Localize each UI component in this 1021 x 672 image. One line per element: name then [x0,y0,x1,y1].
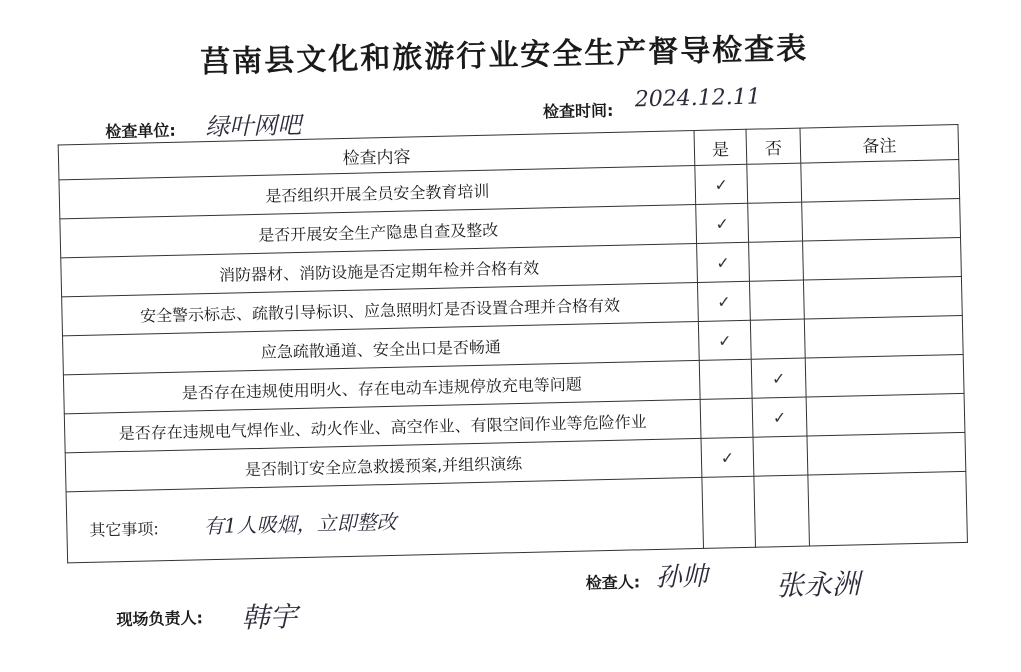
row-no-check [747,163,802,203]
unit-label: 检查单位: [105,120,177,142]
form-title: 莒南县文化和旅游行业安全生产督导检查表 [199,31,809,81]
row-no-check [749,241,804,281]
other-matters-value: 有1人吸烟，立即整改 [203,509,397,538]
row-item: 是否组织开展全员安全教育培训 [59,165,696,218]
row-yes-check: ✓ [697,242,750,282]
checklist-table [58,124,968,563]
date-label: 检查时间: [542,100,614,122]
inspector-signature-1: 孙帅 [655,561,709,593]
row-remark [804,315,963,358]
header-remark: 备注 [800,125,959,164]
unit-value: 绿叶网吧 [204,110,302,142]
row-remark [801,160,960,203]
header-content: 检查内容 [58,131,695,180]
inspector-signature-2: 张永洲 [775,567,861,603]
row-remark [805,354,964,397]
row-no-check [753,436,808,476]
row-yes-check: ✓ [701,437,754,477]
row-remark [803,237,962,280]
row-remark [806,393,965,436]
row-yes-check: ✓ [695,164,748,204]
row-no-check [750,319,805,359]
other-matters-label: 其它事项: [89,518,160,540]
row-item: 应急疏散通道、安全出口是否畅通 [63,321,700,374]
row-remark [803,276,962,319]
row-no-check: ✓ [751,358,806,398]
row-item: 是否制订安全应急救援预案,并组织演练 [65,438,702,491]
row-yes-check [700,398,753,438]
row-item: 消防器材、消防设施是否定期年检并合格有效 [61,243,698,296]
row-yes-check [699,359,752,399]
header-no: 否 [746,128,801,164]
row-yes-check: ✓ [697,281,750,321]
row-item: 是否开展安全生产隐患自查及整改 [60,204,697,257]
responsible-label: 现场负责人: [116,608,204,630]
row-item: 安全警示标志、疏散引导标识、应急照明灯是否设置合理并合格有效 [62,282,699,335]
inspector-label: 检查人: [585,572,641,593]
row-item: 是否存在违规电气焊作业、动火作业、高空作业、有限空间作业等危险作业 [64,399,701,452]
date-value: 2024.12.11 [634,84,762,113]
header-yes: 是 [694,129,747,165]
row-no-check [748,202,803,242]
row-item: 是否存在违规使用明火、存在电动车违规停放充电等问题 [63,360,700,413]
row-no-check: ✓ [752,397,807,437]
other-matters-cell [66,477,703,562]
row-yes-check: ✓ [696,203,749,243]
row-yes-check: ✓ [698,320,751,360]
row-no-check [749,280,804,320]
row-remark [807,432,966,475]
row-remark [802,198,961,241]
responsible-signature: 韩宇 [241,600,298,635]
